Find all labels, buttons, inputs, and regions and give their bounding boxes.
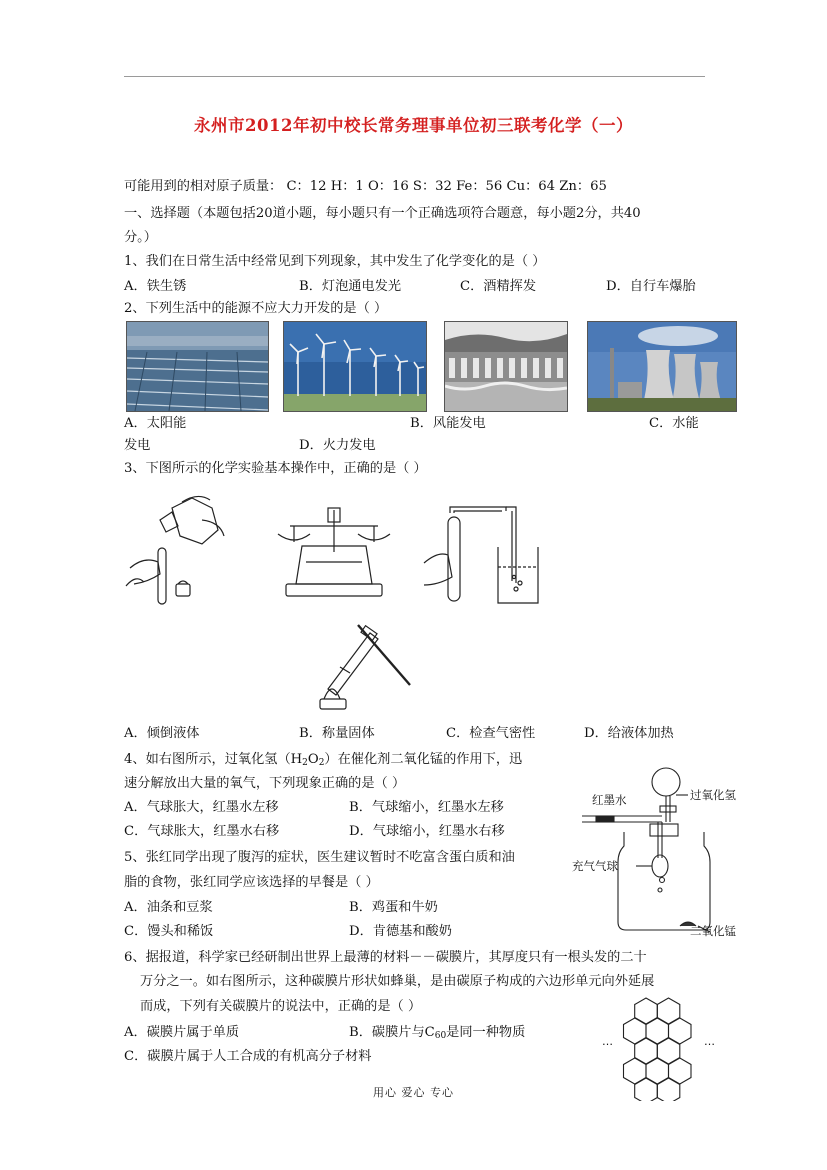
q4-option-b: B．气球缩小，红墨水左移	[349, 800, 504, 815]
q1-option-b: B．灯泡通电发光	[299, 279, 402, 294]
solar-panel-photo	[126, 321, 269, 412]
honeycomb-dots-left: …	[602, 1035, 613, 1048]
q6-option-b: B．碳膜片与$C_{60}$是同一种物质	[349, 1025, 526, 1041]
fig-label-mno2: 二氧化锰	[690, 924, 736, 938]
q5-option-c: C．馒头和稀饭	[124, 924, 214, 939]
fig-label-balloon: 充气气球	[572, 859, 618, 873]
q3-option-b: B．称量固体	[299, 726, 375, 741]
page-title: 永州市2012年初中校长常务理事单位初三联考化学（一）	[194, 116, 633, 135]
q4-option-c: C．气球胀大，红墨水右移	[124, 824, 280, 839]
q3-option-c: C．检查气密性	[446, 726, 536, 741]
q1-option-c: C．酒精挥发	[460, 279, 537, 294]
page-footer: 用心 爱心 专心	[373, 1086, 454, 1099]
balance-scale-figure	[272, 500, 396, 605]
atomic-mass-line: 可能用到的相对原子质量： C：12 H：1 O：16 S：32 Fe：56 Cu：64 Zn：65	[124, 179, 607, 194]
heating-liquid-figure	[298, 615, 416, 717]
q1-stem: 1、我们在日常生活中经常见到下列现象，其中发生了化学变化的是（ ）	[124, 254, 546, 269]
q6-option-c: C．碳膜片属于人工合成的有机高分子材料	[124, 1049, 372, 1064]
q1-option-a: A．铁生锈	[124, 279, 187, 294]
section-heading-cont: 分。）	[124, 230, 157, 245]
thermal-power-photo	[587, 321, 737, 412]
airtightness-check-figure	[418, 505, 546, 610]
q6-stem-cont2: 而成，下列有关碳膜片的说法中，正确的是（ ）	[140, 999, 422, 1014]
wind-turbine-photo	[283, 321, 427, 412]
q5-option-a: A．油条和豆浆	[124, 900, 213, 915]
q2-option-c-cont: 发电	[124, 438, 151, 453]
q6-stem-cont1: 万分之一。如右图所示，这种碳膜片形状如蜂巢，是由碳原子构成的六边形单元向外延展	[140, 974, 655, 989]
pouring-liquid-figure	[120, 490, 230, 610]
q2-option-a: A．太阳能	[124, 416, 187, 431]
q5-stem-cont: 脂的食物，张红同学应该选择的早餐是（ ）	[124, 875, 379, 890]
q3-option-a: A．倾倒液体	[124, 726, 200, 741]
header-rule	[124, 76, 705, 77]
q4-stem-cont: 速分解放出大量的氧气，下列现象正确的是（ ）	[124, 776, 406, 791]
q4-option-a: A．气球胀大，红墨水左移	[124, 800, 279, 815]
hydrogen-peroxide-apparatus-figure	[570, 762, 742, 940]
fig-label-red-ink: 红墨水	[592, 793, 627, 807]
q2-option-c: C．水能	[649, 416, 699, 431]
hydro-dam-photo	[444, 321, 568, 412]
q2-stem: 2、下列生活中的能源不应大力开发的是（ ）	[124, 301, 388, 316]
q2-option-d: D．火力发电	[299, 438, 376, 453]
fig-label-h2o2: 过氧化氢	[690, 788, 736, 802]
q4-stem: 4、如右图所示，过氧化氢$(H_2O_2)$在催化剂二氧化锰的作用下，迅	[124, 752, 523, 768]
q5-stem: 5、张红同学出现了腹泻的症状，医生建议暂时不吃富含蛋白质和油	[124, 850, 515, 865]
q2-option-b: B．风能发电	[410, 416, 486, 431]
q3-option-d: D．给液体加热	[584, 726, 674, 741]
q6-option-a: A．碳膜片属于单质	[124, 1025, 240, 1040]
honeycomb-dots-right: …	[704, 1035, 715, 1048]
q5-option-d: D．肯德基和酸奶	[349, 924, 452, 939]
section-heading: 一、选择题（本题包括20道小题，每小题只有一个正确选项符合题意，每小题2分，共40	[124, 206, 641, 221]
q3-stem: 3、下图所示的化学实验基本操作中，正确的是（ ）	[124, 461, 427, 476]
q1-option-d: D．自行车爆胎	[606, 279, 696, 294]
q6-stem: 6、据报道，科学家已经研制出世界上最薄的材料－－碳膜片，其厚度只有一根头发的二十	[124, 950, 647, 965]
q4-option-d: D．气球缩小，红墨水右移	[349, 824, 505, 839]
q5-option-b: B．鸡蛋和牛奶	[349, 900, 438, 915]
